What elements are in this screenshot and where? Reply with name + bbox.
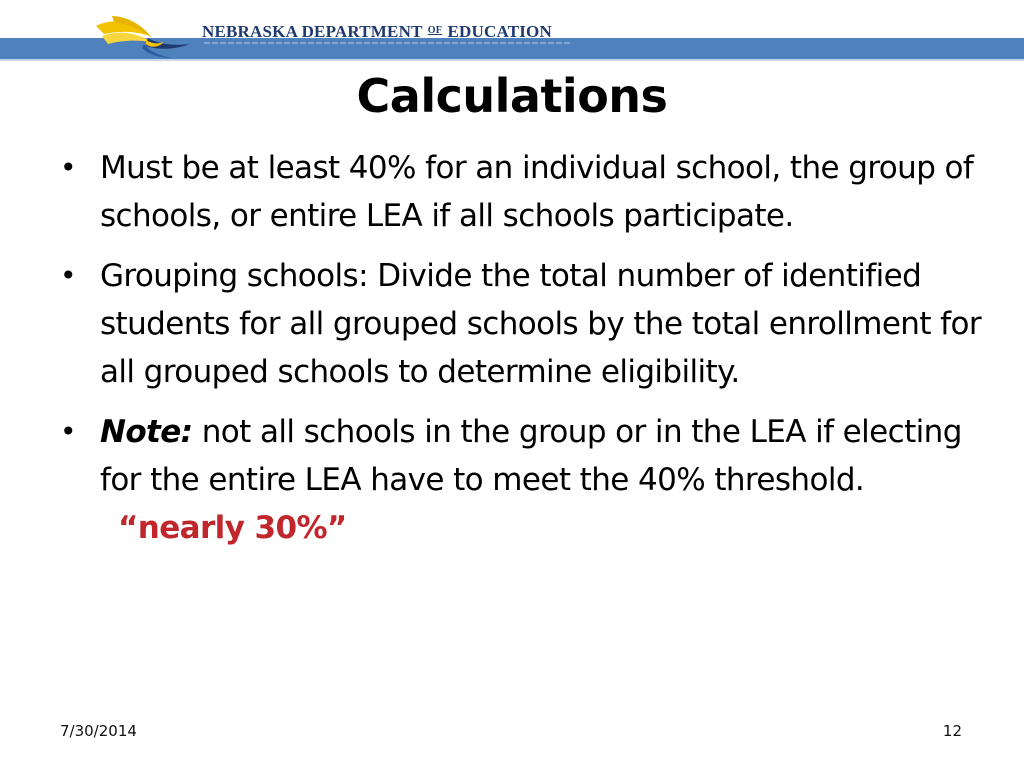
- note-label: Note:: [100, 414, 193, 450]
- bullet-text: Grouping schools: Divide the total number of identified students for all grouped schools by the total enrollment for all grouped schools to determine eligibility.: [100, 258, 981, 390]
- bullet-list: [56, 144, 986, 564]
- organization-name-part2: EDUCATION: [447, 22, 552, 41]
- organization-name-of: OF: [427, 25, 443, 36]
- bullet-dot-icon: •: [60, 259, 76, 292]
- footer-page-number: 12: [942, 722, 962, 740]
- organization-tagline-decoration: [204, 42, 570, 44]
- slide-title: Calculations: [356, 69, 668, 123]
- organization-name-part1: NEBRASKA DEPARTMENT: [202, 22, 423, 41]
- footer-date: 7/30/2014: [60, 722, 137, 740]
- organization-name: [202, 20, 552, 42]
- bullet-text: Must be at least 40% for an individual school, the group of schools, or entire LEA if all schools participate.: [100, 150, 974, 234]
- highlight-text: “nearly 30%”: [118, 510, 347, 546]
- bullet-dot-icon: •: [60, 151, 76, 184]
- bullet-item: [56, 144, 986, 240]
- bullet-item: [56, 408, 986, 552]
- bullet-text: not all schools in the group or in the LEA if electing for the entire LEA have to meet the 40% threshold.: [100, 414, 962, 498]
- bullet-item: [56, 252, 986, 396]
- bullet-dot-icon: •: [60, 415, 76, 448]
- nebraska-doe-logo-icon: [92, 14, 192, 60]
